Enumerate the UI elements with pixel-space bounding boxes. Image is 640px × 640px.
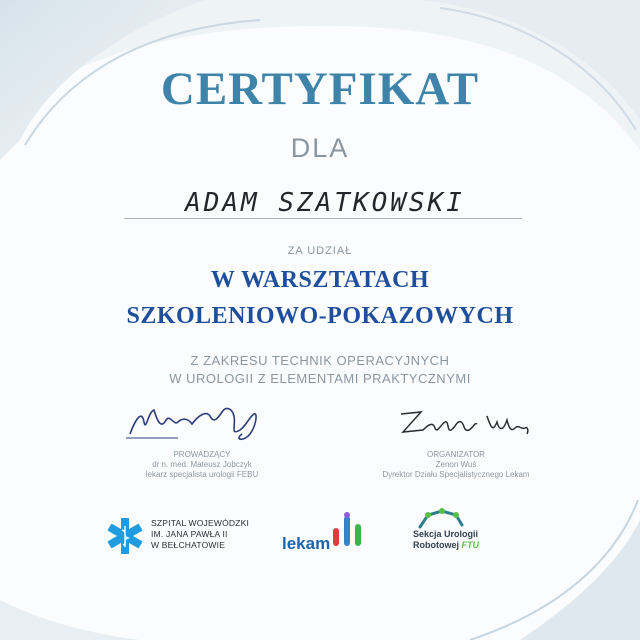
participation-label: ZA UDZIAŁ [287,245,353,257]
lead-block [92,450,312,480]
robot-arm-icon [416,505,466,529]
event-heading-line1: W WARSZTATACH [210,267,430,293]
lead-name: dr n. med. Mateusz Jobczyk [152,460,252,469]
organizer-role: ORGANIZATOR [427,450,485,459]
lead-title: lekarz specjalista urologii FEBU [145,470,259,479]
event-heading-line2: SZKOLENIOWO-POKAZOWYCH [126,303,514,329]
ftu-mark: FTU [461,540,480,550]
lekam-logo [280,512,362,556]
organizer-block [346,450,566,480]
hospital-name-line2: IM. JANA PAWŁA II [151,529,228,539]
hospital-name-line3: W BEŁCHATOWIE [151,540,226,550]
section-logo [410,505,510,565]
lead-role: PROWADZĄCY [173,450,231,459]
recipient-name: ADAM SZATKOWSKI [185,188,465,218]
lead-signature [122,396,272,446]
certificate-title: CERTYFIKAT [160,63,480,115]
lekam-wordmark: lekam [282,534,331,553]
scope-line2: W UROLOGII Z ELEMENTAMI PRAKTYCZNYMI [169,371,471,386]
organizer-title: Dyrektor Działu Specjalistycznego Lekam [382,470,530,479]
section-name-line2: Robotowej [413,540,459,550]
organizer-name: Zenon Wuś [435,460,477,469]
lekam-bars-icon [332,512,362,548]
for-label: DLA [290,133,350,163]
name-underline [124,218,522,219]
hospital-name-line1: SZPITAL WOJEWÓDZKI [151,518,250,528]
section-name-line1: Sekcja Urologii [413,529,479,539]
hospital-logo [105,512,250,562]
star-of-life-icon [105,516,145,556]
scope-line1: Z ZAKRESU TECHNIK OPERACYJNYCH [190,353,450,368]
organizer-signature [395,402,535,442]
